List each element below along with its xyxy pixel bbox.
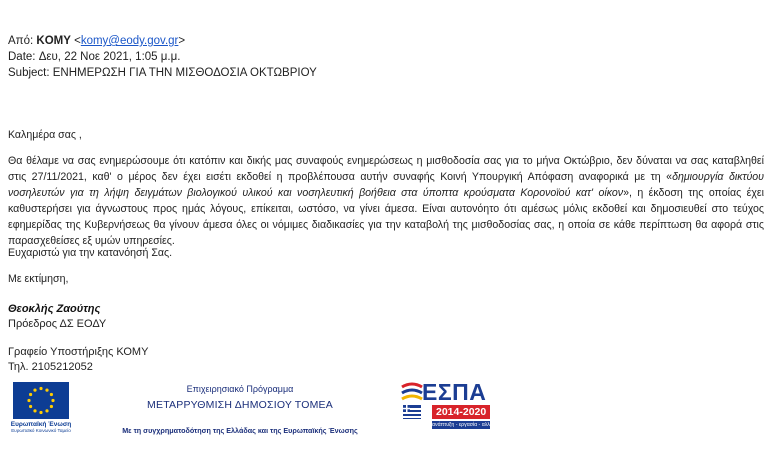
office-name: Γραφείο Υποστήριξης ΚΟΜΥ (8, 346, 149, 358)
programme-line2: ΜΕΤΑΡΡΥΘΜΙΣΗ ΔΗΜΟΣΙΟΥ ΤΟΜΕΑ (147, 399, 333, 411)
programme-line3: Με τη συγχρηματοδότηση της Ελλάδας και της Ευρωπαϊκής Ένωσης (122, 426, 358, 435)
eu-subtitle: Ευρωπαϊκό Κοινωνικό Ταμείο (11, 428, 71, 433)
eu-title: Ευρωπαϊκή Ένωση (10, 421, 72, 428)
from-line: Από: KOMY <komy@eody.gov.gr> (8, 35, 186, 47)
eu-flag-icon (13, 382, 69, 419)
office-phone: Τηλ. 2105212052 (8, 361, 93, 373)
greeting: Καλημέρα σας , (8, 129, 82, 141)
main-paragraph-part1: Θα θέλαμε να σας ενημερώσουμε ότι κατόπιν και δικής μας συναφούς ενημερώσεως η μισθοδοσία σας για το μήνα Οκτώβριο, δεν δύναται να σας καταβληθεί στις 27/11/2021, καθ' ο μέρος δεν έχει εισέτι εκδοθεί η προβλέπουσα αυτήν συναφής Κοινή Υπουργική Απόφαση αναφορικά με τη « (8, 155, 764, 183)
espa-tagline: ανάπτυξη - εργασία - αλληλεγγύη (432, 422, 509, 428)
espa-years: 2014-2020 (432, 405, 490, 419)
sender-name: KOMY (36, 35, 71, 47)
sender-email-link[interactable]: komy@eody.gov.gr (80, 35, 179, 47)
regards-line: Με εκτίμηση, (8, 273, 69, 285)
date-value: Δευ, 22 Νοε 2021, 1:05 μ.μ. (38, 51, 181, 63)
greek-flag-icon (400, 381, 424, 421)
espa-logo (400, 379, 509, 437)
subject-value: ΕΝΗΜΕΡΩΣΗ ΓΙΑ ΤΗΝ ΜΙΣΘΟΔΟΣΙΑ ΟΚΤΩΒΡΙΟΥ (52, 67, 317, 79)
subject-label: Subject: (8, 67, 50, 79)
espa-word: ΕΣΠΑ (422, 379, 487, 405)
signatory-title: Πρόεδρος ΔΣ ΕΟΔΥ (8, 318, 107, 330)
main-paragraph-italic: δημιουργία δικτύου νοσηλευτών για τη λήψη δειγμάτων βιολογικού υλικού και νοσηλευτική βοήθεια στα ύποπτα κρούσματα Κορονοϊού κατ' οίκον (8, 171, 765, 199)
subject-line (8, 66, 317, 80)
thanks-line: Ευχαριστώ για την κατανόησή Σας. (8, 247, 173, 259)
main-paragraph-part2: », η έκδοση της οποίας έχει καθυστερήσει για άγνωστους προς ημάς λόγους, επίκειται, ωστόσο, να γίνει άμεσα. Είναι αυτονόητο ότι αμέσως μόλις εκδοθεί και δημοσιευθεί στο τεύχος εφημερίδας της Κυβερνήσεως θα γίνουν άμεσα όλες οι νόμιμες διαδικασίες για την καταβολή της μισθοδοσίας σας, η οποία σε κάθε περίπτωση θα αφορά στις παρασχεθείσες εξ υμών υπηρεσίες. (8, 187, 764, 247)
eu-logo (10, 382, 72, 433)
programme-line1: Επιχειρησιακό Πρόγραμμα (186, 384, 294, 394)
signatory-name: Θεοκλής Ζαούτης (8, 303, 101, 315)
main-paragraph (8, 153, 764, 249)
date-line (8, 50, 180, 64)
date-label: Date: (8, 51, 36, 63)
programme-logo (105, 384, 375, 435)
from-label: Από: (8, 35, 34, 47)
